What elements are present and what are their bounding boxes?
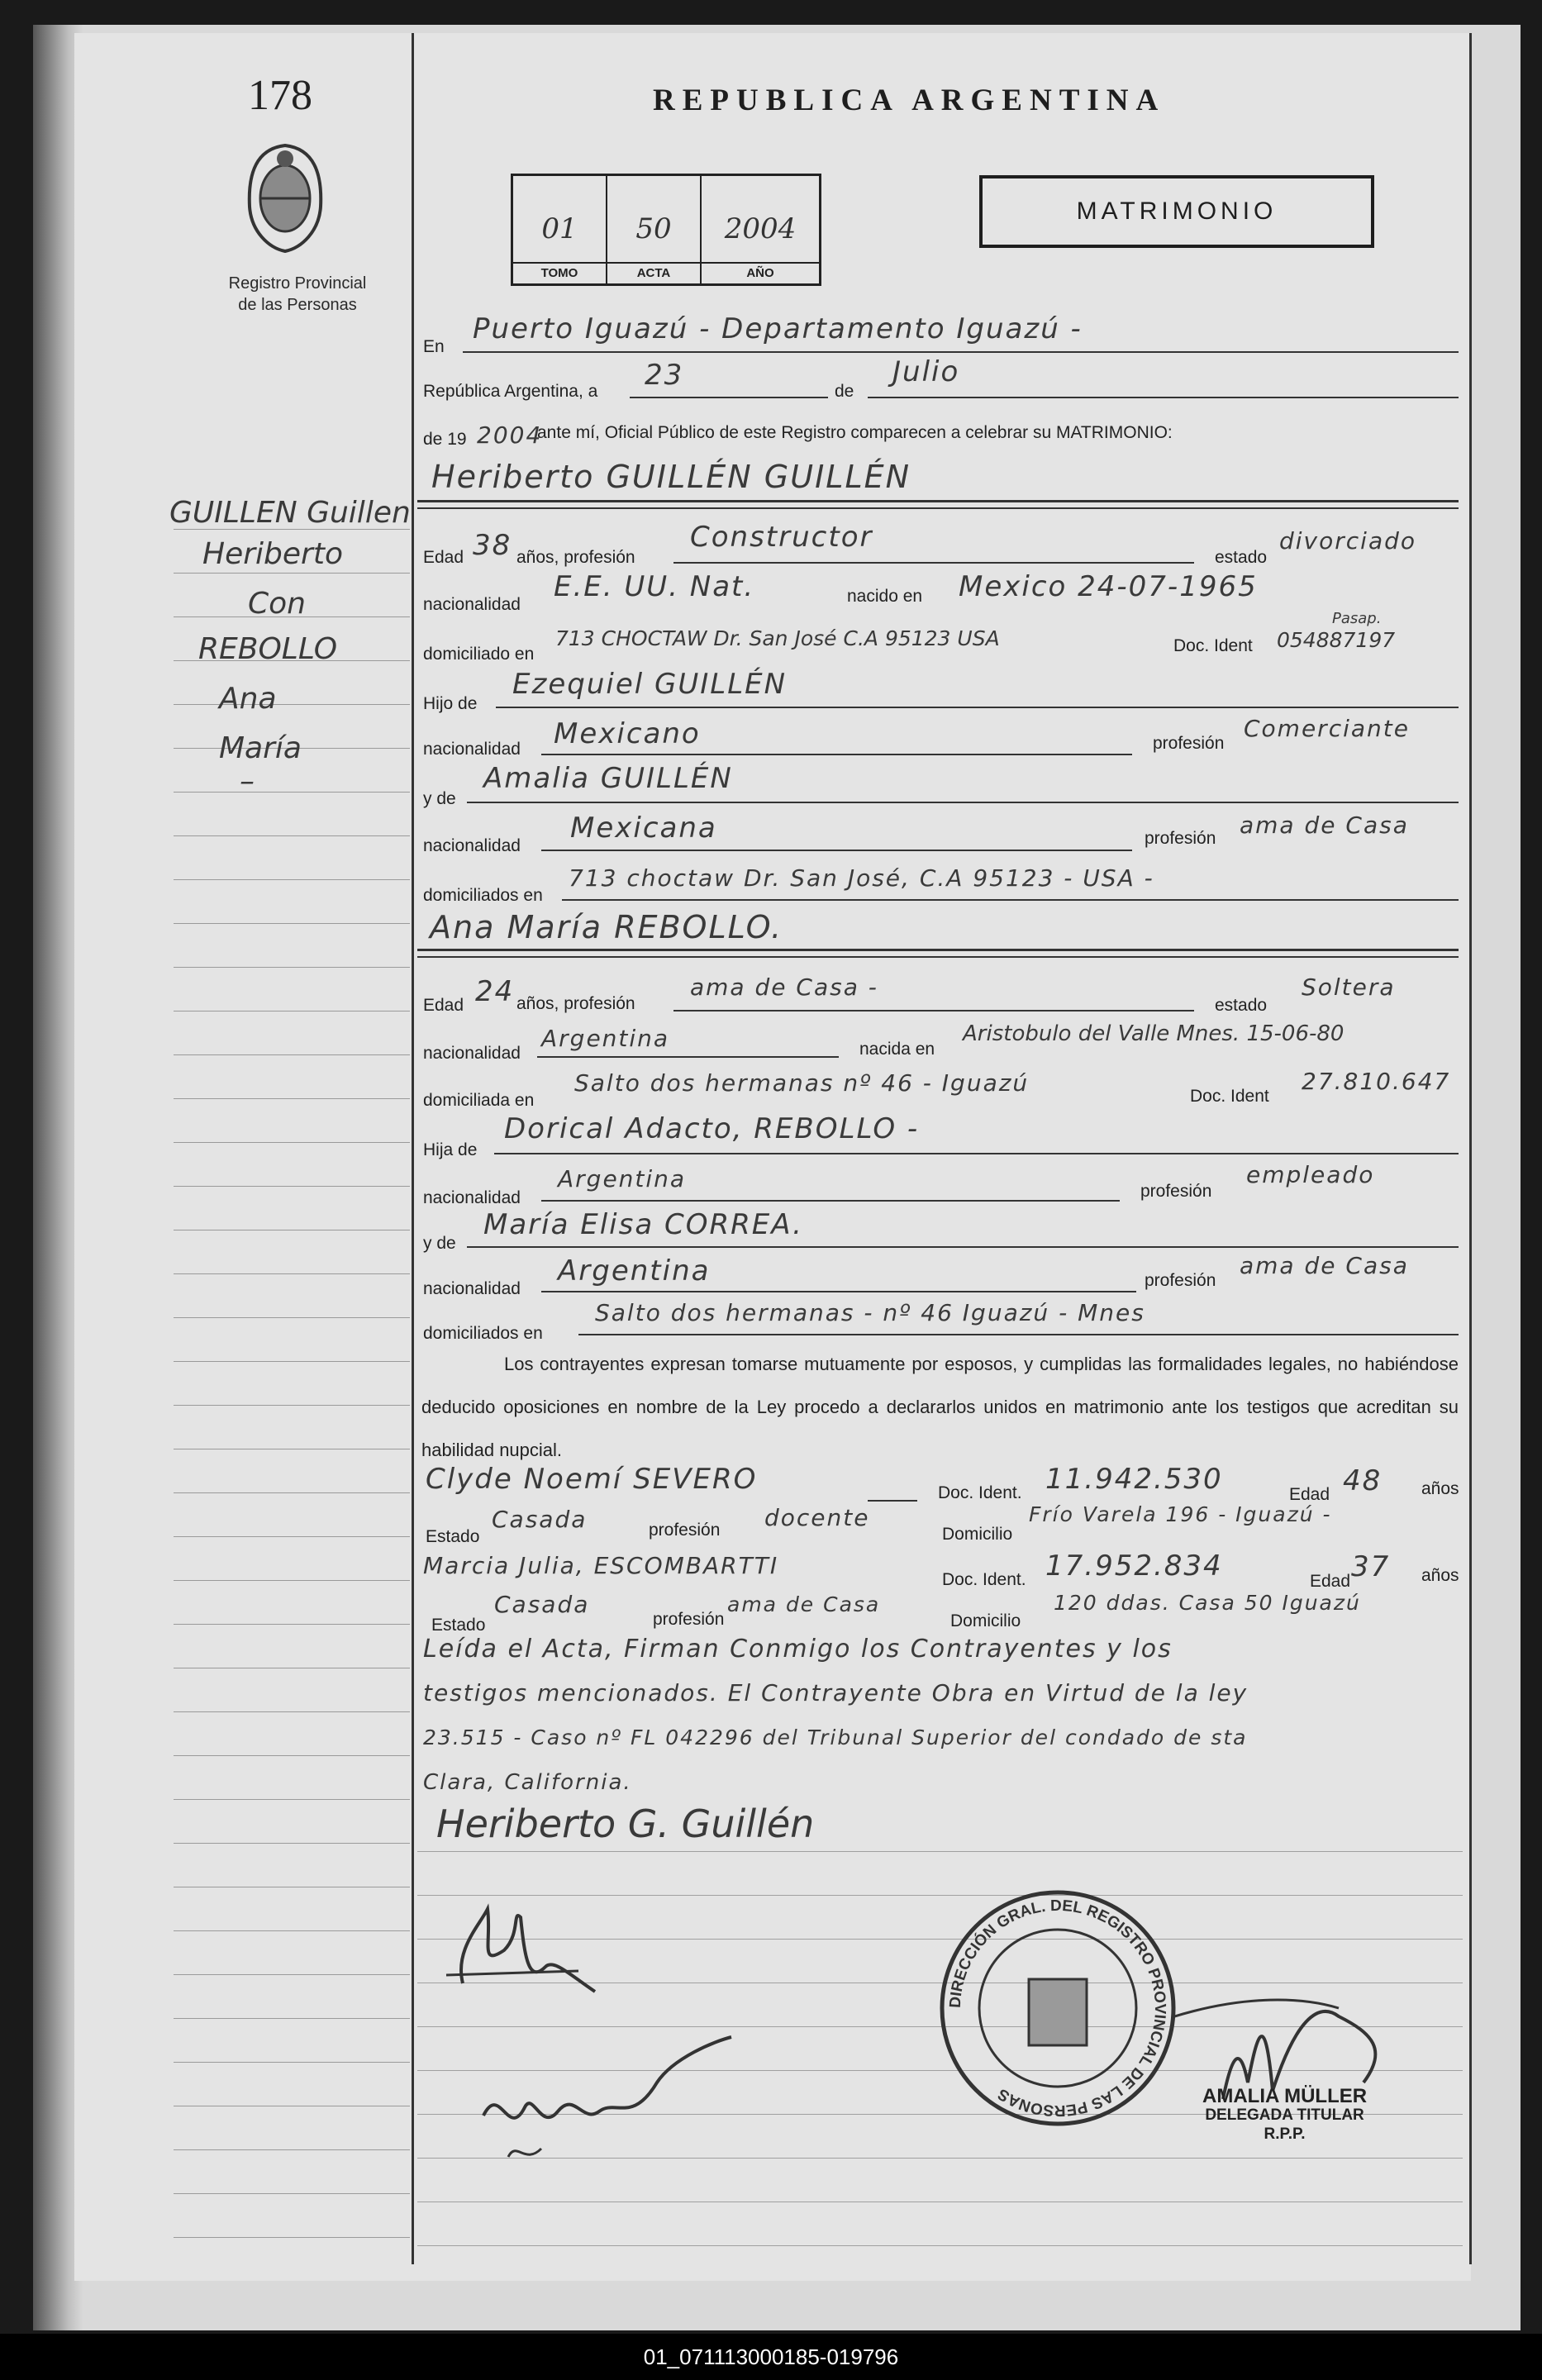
fill-line xyxy=(578,1334,1459,1335)
closing-note-4: Clara, California. xyxy=(423,1770,632,1795)
groom-domicile: 713 CHOCTAW Dr. San José C.A 95123 USA xyxy=(555,626,1000,650)
witness-2-estado-label: Estado xyxy=(431,1616,486,1635)
bride-father-nat-label: nacionalidad xyxy=(423,1188,521,1207)
groom-age: 38 xyxy=(473,529,512,562)
witness-1-doc: 11.942.530 xyxy=(1045,1463,1223,1496)
tomo-value: 01 xyxy=(541,212,578,245)
margin-ruled-line xyxy=(174,879,410,880)
margin-ruled-line xyxy=(174,2193,410,2194)
body-ruled-line xyxy=(417,1851,1463,1852)
tomo-cell xyxy=(513,176,607,283)
groom-mother-nat: Mexicana xyxy=(570,812,717,845)
place-value: Puerto Iguazú - Departamento Iguazú - xyxy=(473,312,1083,345)
margin-ruled-line xyxy=(174,1799,410,1800)
bride-dom-label: domiciliada en xyxy=(423,1091,535,1110)
margin-ruled-line xyxy=(174,1624,410,1625)
bride-name: Ana María REBOLLO. xyxy=(430,909,783,945)
tomo-label: TOMO xyxy=(513,262,606,280)
fill-line xyxy=(673,562,1194,564)
margin-ruled-line xyxy=(174,967,410,968)
groom-mother-nat-label: nacionalidad xyxy=(423,836,521,855)
bride-mother-prof: ama de Casa xyxy=(1240,1252,1409,1279)
ano-cell xyxy=(702,176,819,283)
margin-ruled-line xyxy=(174,1317,410,1318)
signature-scribble xyxy=(430,1892,628,2008)
acta-cell xyxy=(607,176,702,283)
groom-mother-label: y de xyxy=(423,789,456,808)
fill-line xyxy=(541,754,1132,755)
margin-ruled-line xyxy=(174,1930,410,1931)
groom-mother-prof: ama de Casa xyxy=(1240,812,1409,839)
margin-ruled-line xyxy=(174,1054,410,1055)
signature-scribble xyxy=(475,2033,748,2173)
registry-stamp xyxy=(934,1884,1182,2132)
groom-nacido-label: nacido en xyxy=(847,587,923,606)
margin-surname: GUILLEN Guillen xyxy=(169,496,411,530)
bride-edad-label: Edad xyxy=(423,996,464,1015)
margin-dash: – xyxy=(240,764,255,798)
bride-father-label: Hija de xyxy=(423,1140,478,1159)
margin-maria: María xyxy=(219,731,302,765)
groom-parents-dom: 713 choctaw Dr. San José, C.A 95123 - USA - xyxy=(569,864,1154,892)
margin-ruled-line xyxy=(174,704,410,705)
witness-1-doc-label: Doc. Ident. xyxy=(938,1483,1022,1502)
margin-ruled-line xyxy=(174,835,410,836)
groom-father-prof: Comerciante xyxy=(1244,715,1410,742)
act-type-box: MATRIMONIO xyxy=(979,175,1374,248)
witness-2-domicile: 120 ddas. Casa 50 Iguazú xyxy=(1054,1591,1361,1615)
country-title: REPUBLICA ARGENTINA xyxy=(653,83,1166,117)
witness-2-estado: Casada xyxy=(494,1591,590,1618)
bride-father-prof-label: profesión xyxy=(1140,1182,1212,1201)
witness-2-anos: años xyxy=(1421,1566,1459,1585)
groom-signature: Heriberto G. Guillén xyxy=(436,1802,815,1846)
witness-1-name: Clyde Noemí SEVERO xyxy=(426,1463,758,1496)
groom-name: Heriberto GUILLÉN GUILLÉN xyxy=(431,459,911,495)
margin-ruled-line xyxy=(174,1536,410,1537)
witness-1-dom-label: Domicilio xyxy=(942,1525,1013,1544)
witness-2-doc: 17.952.834 xyxy=(1045,1549,1223,1583)
fill-line xyxy=(467,1246,1459,1248)
bride-estado-label: estado xyxy=(1215,996,1268,1015)
witness-1-age: 48 xyxy=(1343,1464,1383,1497)
coat-of-arms-icon xyxy=(240,140,331,256)
margin-ruled-line xyxy=(174,1711,410,1712)
bride-birth: Aristobulo del Valle Mnes. 15-06-80 xyxy=(963,1021,1344,1046)
margin-ruled-line xyxy=(174,1974,410,1975)
fill-line xyxy=(868,397,1459,398)
fill-line xyxy=(630,397,828,398)
groom-dom-label: domiciliado en xyxy=(423,645,535,664)
de-label: de xyxy=(835,382,854,401)
witness-1-anos: años xyxy=(1421,1479,1459,1498)
image-caption: 01_071113000185-019796 xyxy=(0,2334,1542,2380)
witness-2-prof-label: profesión xyxy=(653,1610,725,1629)
margin-ruled-line xyxy=(174,2237,410,2238)
margin-ruled-line xyxy=(174,2062,410,2063)
bride-nac-label: nacionalidad xyxy=(423,1044,521,1063)
day-value: 23 xyxy=(645,359,684,392)
groom-father: Ezequiel GUILLÉN xyxy=(512,668,788,701)
acta-label: ACTA xyxy=(607,262,700,280)
official-credential: AMALIA MÜLLER DELEGADA TITULAR R.P.P. xyxy=(1202,2085,1368,2143)
margin-ruled-line xyxy=(174,1843,410,1844)
folio-number: 178 xyxy=(248,72,312,119)
bride-domicile: Salto dos hermanas nº 46 - Iguazú xyxy=(574,1069,1030,1097)
right-rule xyxy=(1469,33,1472,2264)
margin-ruled-line xyxy=(174,1186,410,1187)
groom-father-nat: Mexicano xyxy=(554,717,701,750)
fill-line xyxy=(868,1500,917,1502)
bride-profession: ama de Casa - xyxy=(690,973,878,1001)
ano-label: AÑO xyxy=(702,262,819,280)
margin-ruled-line xyxy=(174,1580,410,1581)
fill-line xyxy=(463,351,1459,353)
fill-line xyxy=(541,1200,1120,1202)
record-number-box xyxy=(511,174,821,286)
groom-nac-label: nacionalidad xyxy=(423,595,521,614)
margin-ruled-line xyxy=(174,1492,410,1493)
registry-name: Registro Provincial de las Personas xyxy=(228,274,367,314)
margin-ruled-line xyxy=(174,1755,410,1756)
closing-note-3: 23.515 - Caso nº FL 042296 del Tribunal Superior del condado de sta xyxy=(423,1726,1248,1749)
margin-ruled-line xyxy=(174,1098,410,1099)
groom-mother: Amalia GUILLÉN xyxy=(483,762,733,795)
republica-label: República Argentina, a xyxy=(423,382,598,401)
bride-age: 24 xyxy=(475,975,515,1008)
bride-nationality: Argentina xyxy=(541,1025,670,1052)
witness-1-domicile: Frío Varela 196 - Iguazú - xyxy=(1029,1502,1332,1526)
fill-line xyxy=(541,1291,1136,1292)
margin-ruled-line xyxy=(174,2018,410,2019)
bride-doc: 27.810.647 xyxy=(1302,1068,1451,1095)
groom-doc: 054887197 xyxy=(1277,628,1396,652)
fill-line xyxy=(541,850,1132,851)
margin-ruled-line xyxy=(174,923,410,924)
bride-mother-label: y de xyxy=(423,1234,456,1253)
year-prefix: de 19 xyxy=(423,430,467,449)
fill-line xyxy=(494,1153,1459,1154)
witness-1-prof-label: profesión xyxy=(649,1521,721,1540)
year-value: 2004 xyxy=(477,421,543,449)
month-value: Julio xyxy=(892,355,960,388)
bride-mother-prof-label: profesión xyxy=(1145,1271,1216,1290)
groom-father-nat-label: nacionalidad xyxy=(423,740,521,759)
name-rule xyxy=(417,507,1459,509)
margin-ruled-line xyxy=(174,573,410,574)
witness-2-age: 37 xyxy=(1351,1550,1391,1583)
margin-ruled-line xyxy=(174,1405,410,1406)
closing-note-1: Leída el Acta, Firman Conmigo los Contrayentes y los xyxy=(423,1635,1173,1664)
groom-doc-note: Pasap. xyxy=(1332,610,1382,627)
groom-nationality: E.E. UU. Nat. xyxy=(554,570,755,603)
margin-ruled-line xyxy=(174,2149,410,2150)
groom-doc-label: Doc. Ident xyxy=(1173,636,1253,655)
groom-mother-prof-label: profesión xyxy=(1145,829,1216,848)
closing-note-2: testigos mencionados. El Contrayente Obra en Virtud de la ley xyxy=(423,1679,1249,1706)
margin-con: Con xyxy=(248,587,306,621)
margin-ruled-line xyxy=(174,1142,410,1143)
en-label: En xyxy=(423,337,445,356)
page-sheet xyxy=(74,33,1471,2281)
bride-anos-label: años, profesión xyxy=(516,994,635,1013)
margin-groom-name: Heriberto xyxy=(202,537,343,571)
witness-2-doc-label: Doc. Ident. xyxy=(942,1570,1026,1589)
bride-mother-nat: Argentina xyxy=(558,1254,711,1288)
fill-line xyxy=(496,707,1459,708)
bride-nacida-label: nacida en xyxy=(859,1040,935,1059)
bride-mother-nat-label: nacionalidad xyxy=(423,1279,521,1298)
name-rule xyxy=(417,956,1459,958)
witness-2-name: Marcia Julia, ESCOMBARTTI xyxy=(423,1552,779,1579)
name-rule xyxy=(417,949,1459,951)
margin-ruled-line xyxy=(174,1273,410,1274)
groom-estado-label: estado xyxy=(1215,548,1268,567)
groom-birth: Mexico 24-07-1965 xyxy=(959,570,1258,603)
intro-statement: ante mí, Oficial Público de este Registro comparecen a celebrar su MATRIMONIO: xyxy=(537,423,1173,442)
margin-ana: Ana xyxy=(219,682,277,716)
witness-1-estado-label: Estado xyxy=(426,1527,480,1546)
groom-anos-label: años, profesión xyxy=(516,548,635,567)
fill-line xyxy=(673,1010,1194,1011)
bride-estado: Soltera xyxy=(1302,973,1396,1001)
fill-line xyxy=(562,899,1459,901)
bride-mother: María Elisa CORREA. xyxy=(483,1208,803,1241)
acta-value: 50 xyxy=(635,212,672,245)
witness-1-estado: Casada xyxy=(492,1506,588,1533)
margin-ruled-line xyxy=(174,1361,410,1362)
bride-parents-dom: Salto dos hermanas - nº 46 Iguazú - Mnes xyxy=(595,1299,1145,1326)
body-ruled-line xyxy=(417,2245,1463,2246)
bride-father-nat: Argentina xyxy=(558,1165,687,1192)
stamp-text: DIRECCIÓN GRAL. DEL REGISTRO PROVINCIAL DE LAS PERSONAS xyxy=(946,1897,1169,2120)
name-rule xyxy=(417,500,1459,502)
ano-value: 2004 xyxy=(724,212,797,245)
declaration-text: Los contrayentes expresan tomarse mutuamente por esposos, y cumplidas las formalidades legales, no habiéndose deducido oposiciones en nombre de la Ley procedo a declararlos unidos en matrimonio ante los testigos que acreditan su habilidad nupcial. xyxy=(421,1354,1459,1460)
bride-parents-dom-label: domiciliados en xyxy=(423,1324,543,1343)
groom-estado: divorciado xyxy=(1279,527,1417,555)
groom-father-label: Hijo de xyxy=(423,694,478,713)
fill-line xyxy=(537,1056,839,1058)
margin-bride-surname: REBOLLO xyxy=(198,632,338,666)
witness-2-dom-label: Domicilio xyxy=(950,1611,1021,1630)
margin-rule xyxy=(412,33,414,2264)
bride-father: Dorical Adacto, REBOLLO - xyxy=(504,1112,920,1145)
witness-2-profession: ama de Casa xyxy=(727,1592,881,1616)
bride-doc-label: Doc. Ident xyxy=(1190,1087,1269,1106)
witness-2-edad-label: Edad xyxy=(1310,1572,1351,1591)
witness-1-edad-label: Edad xyxy=(1289,1485,1330,1504)
witness-1-profession: docente xyxy=(764,1504,870,1531)
groom-profession: Constructor xyxy=(690,521,873,554)
groom-father-prof-label: profesión xyxy=(1153,734,1225,753)
bride-father-prof: empleado xyxy=(1246,1161,1375,1188)
fill-line xyxy=(467,802,1459,803)
groom-edad-label: Edad xyxy=(423,548,464,567)
groom-parents-dom-label: domiciliados en xyxy=(423,886,543,905)
margin-ruled-line xyxy=(174,792,410,793)
